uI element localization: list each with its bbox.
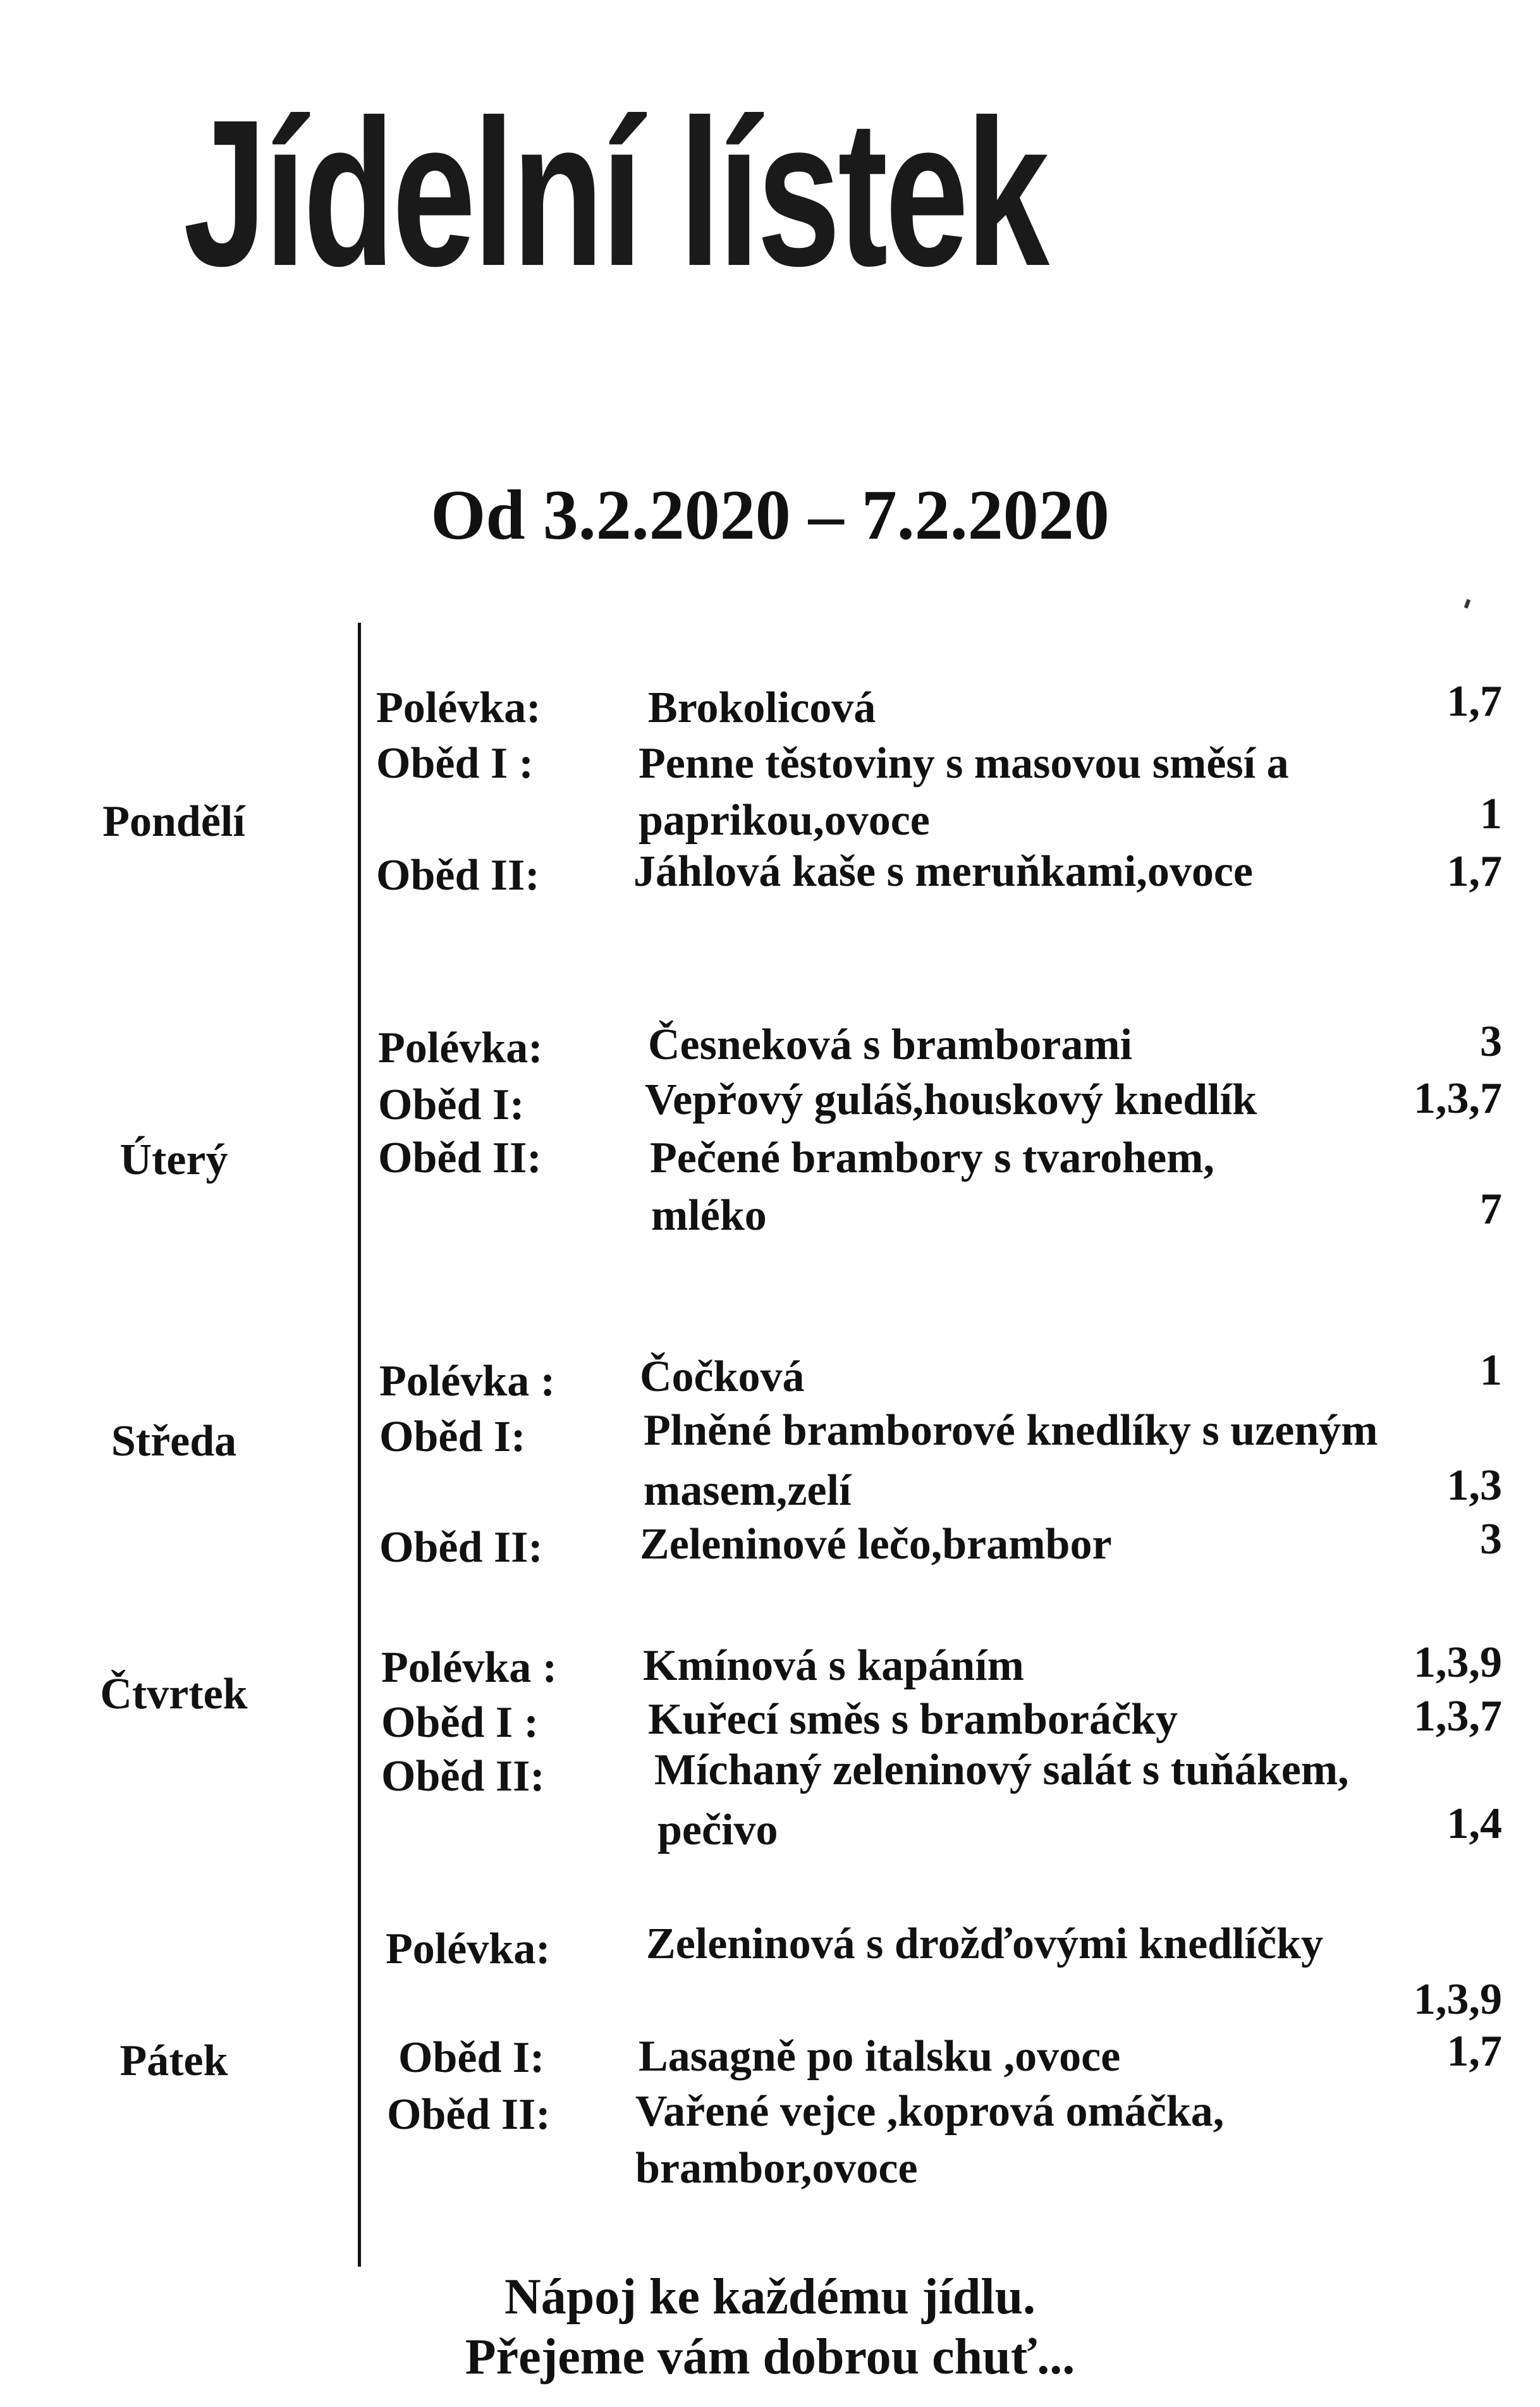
row-label: Oběd II: <box>381 1752 545 1801</box>
scan-speck <box>1464 599 1470 608</box>
dish-text: pečivo <box>657 1806 778 1854</box>
dish-text: Kuřecí směs s bramboráčky <box>648 1695 1178 1744</box>
row-label: Oběd I: <box>378 1081 525 1129</box>
row-label: Oběd I : <box>376 739 534 788</box>
day-label-ctvrtek: Čtvrtek <box>100 1670 248 1718</box>
row-label: Polévka: <box>376 683 541 732</box>
dish-text: Vařené vejce ,koprová omáčka, <box>635 2087 1225 2136</box>
allergen-codes: 1,3 <box>1446 1461 1502 1510</box>
day-label-pondeli: Pondělí <box>102 797 245 846</box>
allergen-codes: 1,3,7 <box>1414 1692 1502 1741</box>
page-title: Jídelní lístek <box>183 76 1047 309</box>
row-label: Oběd II: <box>376 851 540 900</box>
dish-text: Brokolicová <box>648 683 876 732</box>
column-divider <box>358 623 361 2267</box>
dish-text: Vepřový guláš,houskový knedlík <box>645 1075 1257 1124</box>
dish-text: Penne těstoviny s masovou směsí a <box>639 739 1289 788</box>
allergen-codes: 1,4 <box>1446 1799 1502 1848</box>
row-label: Oběd II: <box>387 2090 551 2139</box>
date-range: Od 3.2.2020 – 7.2.2020 <box>431 476 1109 554</box>
allergen-codes: 1,3,9 <box>1414 1638 1502 1687</box>
page-title-wrapper <box>183 44 1081 360</box>
dish-text: Lasagně po italsku ,ovoce <box>639 2032 1121 2081</box>
dish-text: Jáhlová kaše s meruňkami,ovoce <box>633 847 1253 896</box>
dish-text: Míchaný zeleninový salát s tuňákem, <box>654 1746 1349 1794</box>
row-label: Oběd II: <box>378 1134 542 1182</box>
dish-text: mléko <box>651 1191 767 1240</box>
dish-text: masem,zelí <box>644 1466 852 1515</box>
dish-text: Česneková s bramborami <box>648 1020 1133 1069</box>
row-label: Oběd I: <box>379 1412 526 1461</box>
day-label-utery: Úterý <box>119 1136 228 1184</box>
row-label: Polévka : <box>381 1643 558 1692</box>
dish-text: brambor,ovoce <box>635 2144 918 2193</box>
footer-drink-note: Nápoj ke každému jídlu. <box>504 2269 1036 2325</box>
allergen-codes: 3 <box>1480 1515 1502 1564</box>
allergen-codes: 1,7 <box>1446 847 1502 896</box>
row-label: Oběd I : <box>381 1698 539 1747</box>
dish-text: paprikou,ovoce <box>639 796 930 845</box>
allergen-codes: 3 <box>1480 1017 1502 1066</box>
allergen-codes: 1,3,9 <box>1414 1975 1502 2024</box>
row-label: Oběd II: <box>379 1523 543 1572</box>
day-label-patek: Pátek <box>119 2036 228 2085</box>
allergen-codes: 1 <box>1480 1346 1502 1395</box>
allergen-codes: 1,3,7 <box>1414 1074 1502 1123</box>
dish-text: Kmínová s kapáním <box>643 1641 1024 1690</box>
row-label: Polévka : <box>379 1357 556 1406</box>
allergen-codes: 1 <box>1480 790 1502 838</box>
allergen-codes: 1,7 <box>1446 2027 1502 2076</box>
dish-text: Plněné bramborové knedlíky s uzeným <box>644 1406 1378 1455</box>
footer-greeting: Přejeme vám dobrou chuť... <box>465 2329 1075 2385</box>
dish-text: Zeleninové lečo,brambor <box>640 1520 1112 1569</box>
row-label: Oběd I: <box>398 2033 545 2082</box>
allergen-codes: 1,7 <box>1446 677 1502 726</box>
row-label: Polévka: <box>378 1024 543 1072</box>
row-label: Polévka: <box>386 1925 551 1973</box>
dish-text: Pečené brambory s tvarohem, <box>650 1134 1214 1182</box>
dish-text: Zeleninová s drožďovými knedlíčky <box>646 1920 1323 1968</box>
day-label-streda: Středa <box>111 1417 237 1466</box>
dish-text: Čočková <box>640 1352 805 1401</box>
allergen-codes: 7 <box>1480 1185 1502 1234</box>
